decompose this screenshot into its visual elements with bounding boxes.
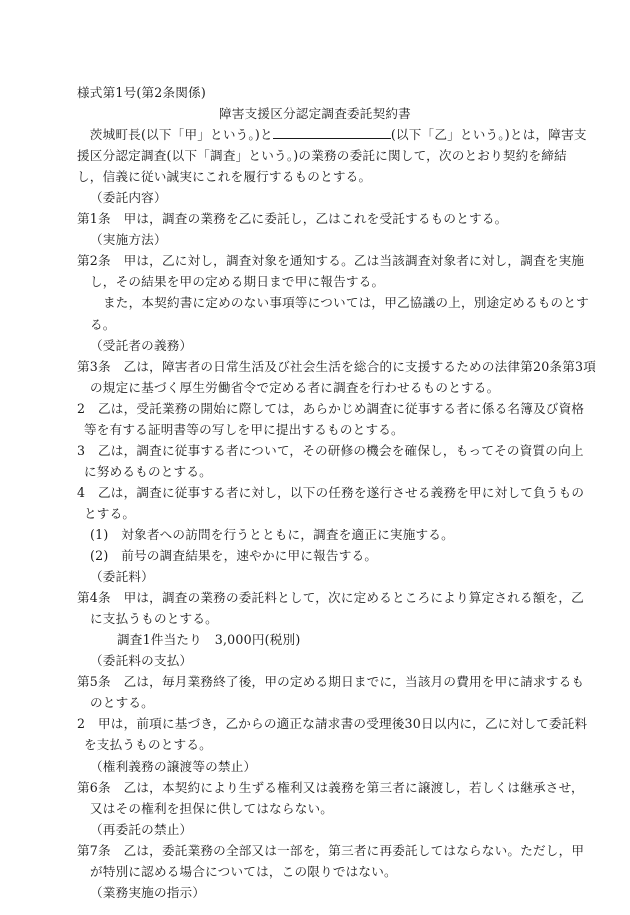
article-2-line: し，その結果を甲の定める期日まで甲に報告する。: [90, 274, 385, 290]
article-7-line: 第7条 乙は，委託業務の全部又は一部を，第三者に再委託してはならない。ただし，甲: [77, 842, 585, 858]
article-3-item: (2) 前号の調査結果を，速やかに甲に報告する。: [90, 548, 378, 564]
article-3-line: 3 乙は，調査に従事する者について，その研修の機会を確保し，もってその資質の向上: [77, 442, 584, 458]
article-6-heading: （権利義務の譲渡等の禁止）: [90, 758, 257, 774]
article-3-line: の規定に基づく厚生労働省令で定める者に調査を行わせるものとする。: [90, 379, 500, 395]
article-5-line: を支払うものとする。: [84, 737, 212, 753]
article-3-line: 第3条 乙は，障害者の日常生活及び社会生活を総合的に支援するための法律第20条第3項: [77, 358, 597, 374]
article-3-line: 2 乙は，受託業務の開始に際しては，あらかじめ調査に従事する者に係る名簿及び資格: [77, 400, 585, 416]
article-3-line: に努めるものとする。: [84, 463, 212, 479]
contract-document: [77, 82, 597, 903]
intro-line-2: 援区分認定調査(以下「調査」という。)の業務の委託に関して，次のとおり契約を締結: [77, 148, 567, 164]
article-7-line: が特別に認める場合については，この限りではない。: [90, 863, 397, 879]
intro-text: (以下「乙」という。)とは，障害支: [390, 127, 587, 143]
article-2-line: また，本契約書に定めのない事項等については，甲乙協議の上，別途定めるものとす: [103, 295, 589, 311]
article-8-heading: （業務実施の指示）: [90, 884, 206, 900]
form-label: 様式第1号(第2条関係): [77, 85, 207, 100]
article-3-line: とする。: [84, 505, 136, 521]
document-title: 障害支援区分認定調査委託契約書: [219, 106, 411, 122]
article-7-heading: （再委託の禁止）: [90, 821, 193, 837]
article-5-line: 第5条 乙は，毎月業務終了後，甲の定める期日までに，当該月の費用を甲に請求するも: [77, 674, 585, 690]
article-5-heading: （委託料の支払）: [90, 653, 193, 669]
article-4-heading: （委託料）: [90, 569, 154, 585]
article-5-line: のとする。: [90, 695, 154, 711]
article-3-line: 4 乙は，調査に従事する者に対し，以下の任務を遂行させる義務を甲に対して負うもの: [77, 484, 585, 500]
article-6-line: 第6条 乙は，本契約により生ずる権利又は義務を第三者に譲渡し，若しくは継承させ，: [77, 779, 584, 795]
article-2-line: 第2条 甲は，乙に対し，調査対象を通知する。乙は当該調査対象者に対し，調査を実施: [77, 253, 585, 269]
article-6-line: 又はその権利を担保に供してはならない。: [90, 800, 334, 816]
article-3-heading: （受託者の義務）: [90, 337, 193, 353]
article-2-line: る。: [90, 316, 116, 332]
article-3-line: 等を有する証明書等の写しを甲に提出するものとする。: [84, 421, 404, 437]
article-4-line: 第4条 甲は，調査の業務の委託料として，次に定めるところにより算定される額を，乙: [77, 590, 584, 606]
fee-per-survey: 調査1件当たり 3,000円(税別): [117, 632, 301, 648]
intro-line-3: し，信義に従い誠実にこれを履行するものとする。: [77, 169, 372, 185]
article-2-heading: （実施方法）: [90, 232, 167, 248]
contractor-name-blank[interactable]: [273, 126, 391, 139]
article-1-line: 第1条 甲は，調査の業務を乙に委託し，乙はこれを受託するものとする。: [77, 211, 508, 227]
article-3-item: (1) 対象者への訪問を行うとともに，調査を適正に実施する。: [90, 526, 454, 542]
article-4-line: に支払うものとする。: [90, 611, 218, 627]
article-1-heading: （委託内容）: [90, 190, 167, 206]
intro-text: 茨城町長(以下「甲」という。)と: [77, 127, 273, 143]
article-5-line: 2 甲は，前項に基づき，乙からの適正な請求書の受理後30日以内に，乙に対して委託料: [77, 716, 588, 732]
intro-line-1: [77, 124, 587, 145]
